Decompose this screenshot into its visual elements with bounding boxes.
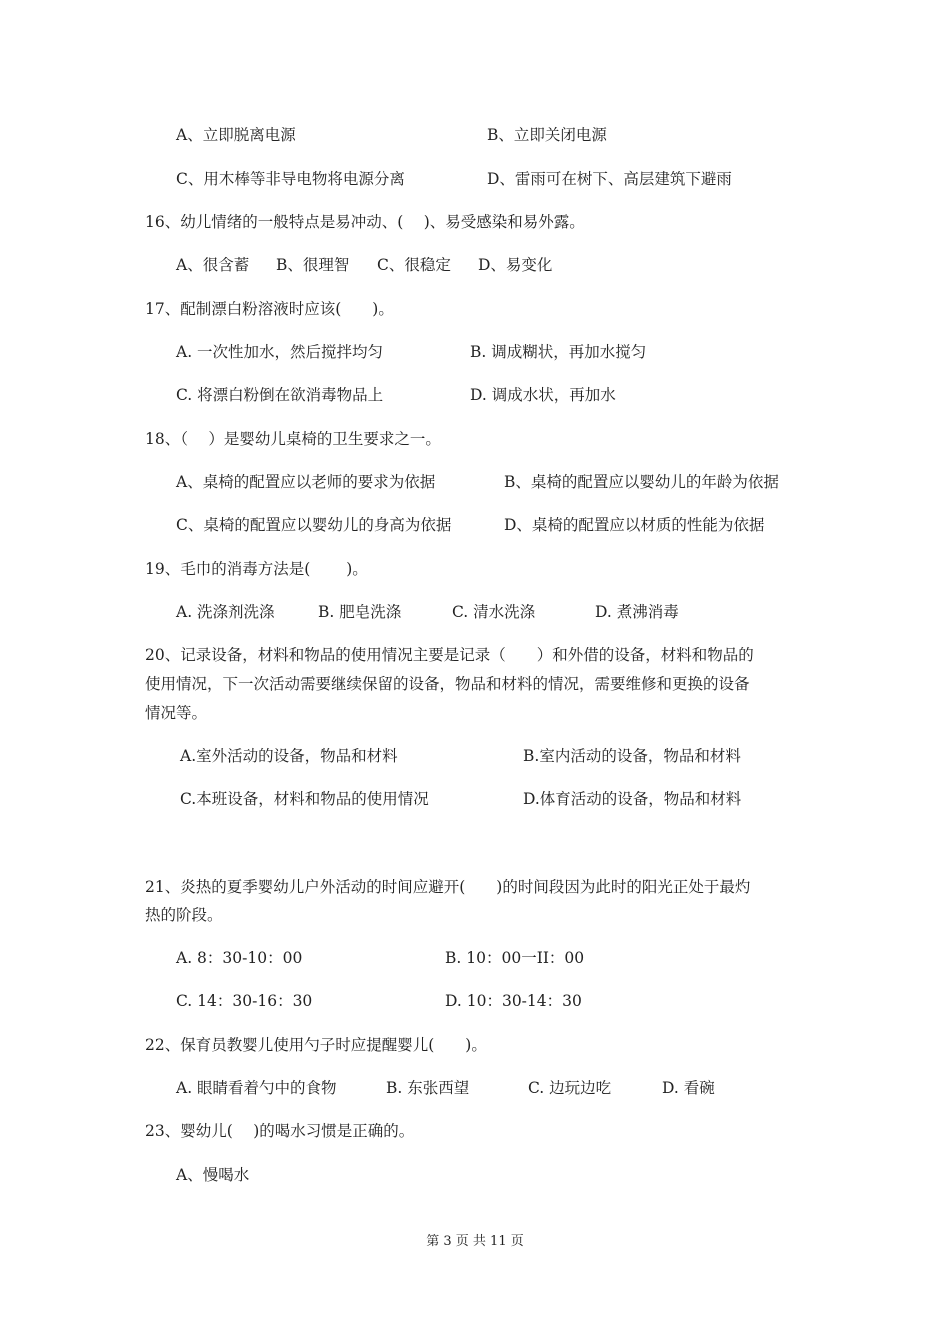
- q23-option-a: A、慢喝水: [176, 1166, 250, 1184]
- q16-stem: 16、幼儿情绪的一般特点是易冲动、( )、易受感染和易外露。: [145, 213, 585, 231]
- q19-option-c: C. 清水洗涤: [452, 603, 536, 621]
- q22-option-d: D. 看碗: [662, 1079, 715, 1097]
- q18-option-c: C、桌椅的配置应以婴幼儿的身高为依据: [176, 516, 452, 534]
- q18-option-a: A、桌椅的配置应以老师的要求为依据: [176, 473, 436, 491]
- q18-option-d: D、桌椅的配置应以材质的性能为依据: [504, 516, 765, 534]
- q20-stem-line-2: 使用情况，下一次活动需要继续保留的设备，物品和材料的情况，需要维修和更换的设备: [145, 675, 750, 693]
- q17-option-a: A. 一次性加水，然后搅拌均匀: [176, 343, 384, 361]
- q21-option-b: B. 10：00一II：00: [445, 949, 585, 967]
- q16-option-c: C、很稳定: [377, 256, 451, 274]
- q19-option-b: B. 肥皂洗涤: [318, 603, 402, 621]
- q22-option-c: C. 边玩边吃: [528, 1079, 612, 1097]
- q15-option-a: A、立即脱离电源: [176, 126, 296, 144]
- q17-stem: 17、配制漂白粉溶液时应该( )。: [145, 300, 394, 318]
- q15-option-d: D、雷雨可在树下、高层建筑下避雨: [487, 170, 732, 188]
- q22-option-a: A. 眼睛看着勺中的食物: [176, 1079, 337, 1097]
- q23-stem: 23、婴幼儿( )的喝水习惯是正确的。: [145, 1122, 415, 1140]
- q21-option-a: A. 8：30-10：00: [176, 949, 303, 967]
- q17-option-d: D. 调成水状，再加水: [470, 386, 616, 404]
- q19-stem: 19、毛巾的消毒方法是( )。: [145, 560, 368, 578]
- q22-option-b: B. 东张西望: [386, 1079, 470, 1097]
- q15-option-c: C、用木棒等非导电物将电源分离: [176, 170, 405, 188]
- q18-option-b: B、桌椅的配置应以婴幼儿的年龄为依据: [504, 473, 779, 491]
- q20-option-a: A.室外活动的设备，物品和材料: [180, 747, 398, 765]
- q20-stem-line-3: 情况等。: [145, 704, 208, 722]
- q15-option-b: B、立即关闭电源: [487, 126, 607, 144]
- q19-option-a: A. 洗涤剂洗涤: [176, 603, 275, 621]
- q20-stem-line-1: 20、记录设备，材料和物品的使用情况主要是记录（ ）和外借的设备，材料和物品的: [145, 646, 754, 664]
- q22-stem: 22、保育员教婴儿使用勺子时应提醒婴儿( )。: [145, 1036, 487, 1054]
- q21-option-d: D. 10：30-14：30: [445, 992, 582, 1010]
- q20-option-d: D.体育活动的设备，物品和材料: [523, 790, 742, 808]
- q17-option-b: B. 调成糊状，再加水搅匀: [470, 343, 647, 361]
- q20-option-b: B.室内活动的设备，物品和材料: [523, 747, 741, 765]
- q20-option-c: C.本班设备，材料和物品的使用情况: [180, 790, 429, 808]
- q16-option-a: A、很含蓄: [176, 256, 250, 274]
- q18-stem: 18、（ ）是婴幼儿桌椅的卫生要求之一。: [145, 430, 441, 448]
- q19-option-d: D. 煮沸消毒: [595, 603, 679, 621]
- q17-option-c: C. 将漂白粉倒在欲消毒物品上: [176, 386, 384, 404]
- q21-option-c: C. 14：30-16：30: [176, 992, 313, 1010]
- page-footer: 第 3 页 共 11 页: [426, 1234, 524, 1249]
- q21-stem-line-1: 21、炎热的夏季婴幼儿户外活动的时间应避开( )的时间段因为此时的阳光正处于最灼: [145, 878, 751, 896]
- q16-option-b: B、很理智: [276, 256, 350, 274]
- q16-option-d: D、易变化: [478, 256, 553, 274]
- q21-stem-line-2: 热的阶段。: [145, 906, 223, 924]
